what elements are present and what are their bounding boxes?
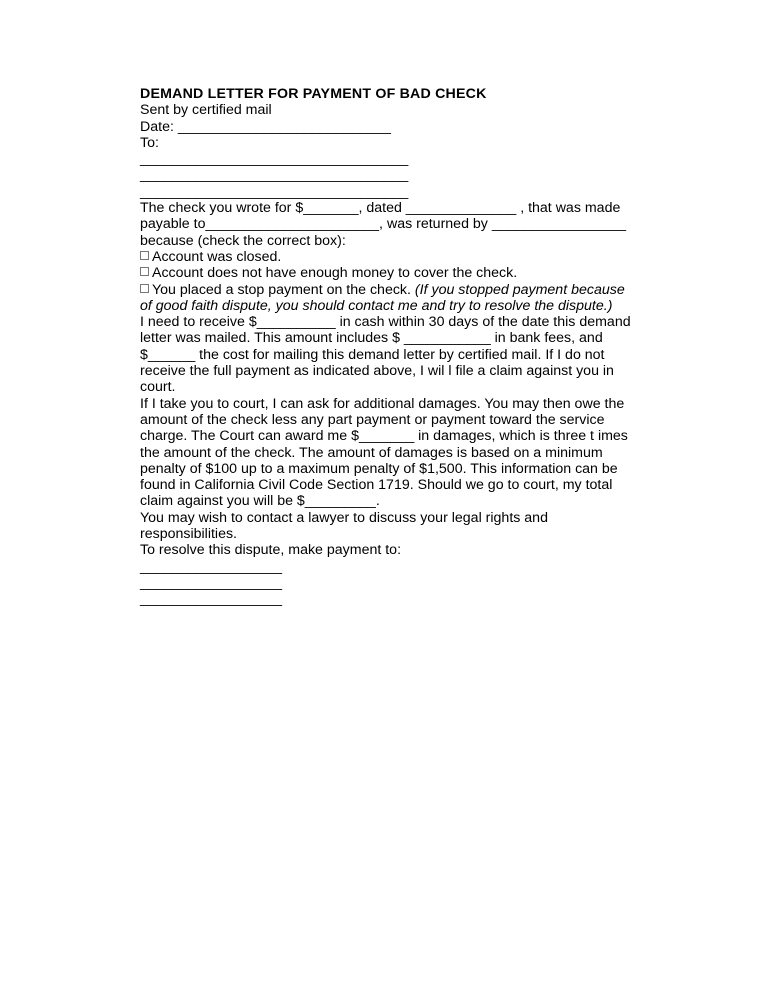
lawyer-paragraph-line: responsibilities. xyxy=(140,526,237,543)
receive-paragraph-line: I need to receive $__________ in cash within 30 days of the date this demand xyxy=(140,314,631,331)
check-paragraph-line: payable to______________________, was returned by _________________ xyxy=(140,216,626,233)
check-paragraph-line: because (check the correct box): xyxy=(140,232,346,249)
court-paragraph-line: found in California Civil Code Section 1719. Should we go to court, my total xyxy=(140,477,613,494)
receive-paragraph-line: letter was mailed. This amount includes $ ___________ in bank fees, and xyxy=(140,330,603,347)
sent-by-line: Sent by certified mail xyxy=(140,102,272,119)
option-stop-payment xyxy=(140,282,640,298)
option-label: Account does not have enough money to cover the check. xyxy=(152,265,518,282)
check-paragraph-line: The check you wrote for $_______, dated ______________ , that was made xyxy=(140,200,621,217)
checkbox-icon[interactable] xyxy=(140,251,149,260)
court-paragraph-line: the amount of the check. The amount of damages is based on a minimum xyxy=(140,444,603,461)
to-label: To: xyxy=(140,134,159,151)
option-account-closed xyxy=(140,249,640,265)
payee-blank-line: __________________ xyxy=(140,591,283,608)
checkbox-icon[interactable] xyxy=(140,267,149,276)
court-paragraph-line: amount of the check less any part payment or payment toward the service xyxy=(140,411,605,428)
court-paragraph-line: charge. The Court can award me $_______ in damages, which is three t imes xyxy=(140,428,628,445)
payee-blank-line: __________________ xyxy=(140,574,283,591)
date-line: Date: ___________________________ xyxy=(140,118,391,135)
option-label: You placed a stop payment on the check. xyxy=(152,281,411,298)
checkbox-icon[interactable] xyxy=(140,284,149,293)
payee-blank-line: __________________ xyxy=(140,558,283,575)
receive-paragraph-line: receive the full payment as indicated above, I wil l file a claim against you in xyxy=(140,363,614,380)
resolve-label: To resolve this dispute, make payment to: xyxy=(140,542,402,559)
stop-payment-note: (If you stopped payment because xyxy=(410,281,625,298)
receive-paragraph-line: court. xyxy=(140,379,176,396)
recipient-blank-line: __________________________________ xyxy=(140,167,409,184)
option-insufficient-funds xyxy=(140,265,640,281)
recipient-blank-line: __________________________________ xyxy=(140,183,409,200)
court-paragraph-line: penalty of $100 up to a maximum penalty of $1,500. This information can be xyxy=(140,460,618,477)
stop-payment-note-continued: of good faith dispute, you should contact me and try to resolve the dispute.) xyxy=(140,297,613,314)
lawyer-paragraph-line: You may wish to contact a lawyer to discuss your legal rights and xyxy=(140,509,548,526)
option-label: Account was closed. xyxy=(152,248,282,265)
receive-paragraph-line: $______ the cost for mailing this demand letter by certified mail. If I do not xyxy=(140,346,605,363)
letter-title: DEMAND LETTER FOR PAYMENT OF BAD CHECK xyxy=(140,86,487,102)
recipient-blank-line: __________________________________ xyxy=(140,151,409,168)
court-paragraph-line: If I take you to court, I can ask for additional damages. You may then owe the xyxy=(140,395,625,412)
letter-page xyxy=(140,86,640,608)
court-paragraph-line: claim against you will be $_________. xyxy=(140,493,380,510)
